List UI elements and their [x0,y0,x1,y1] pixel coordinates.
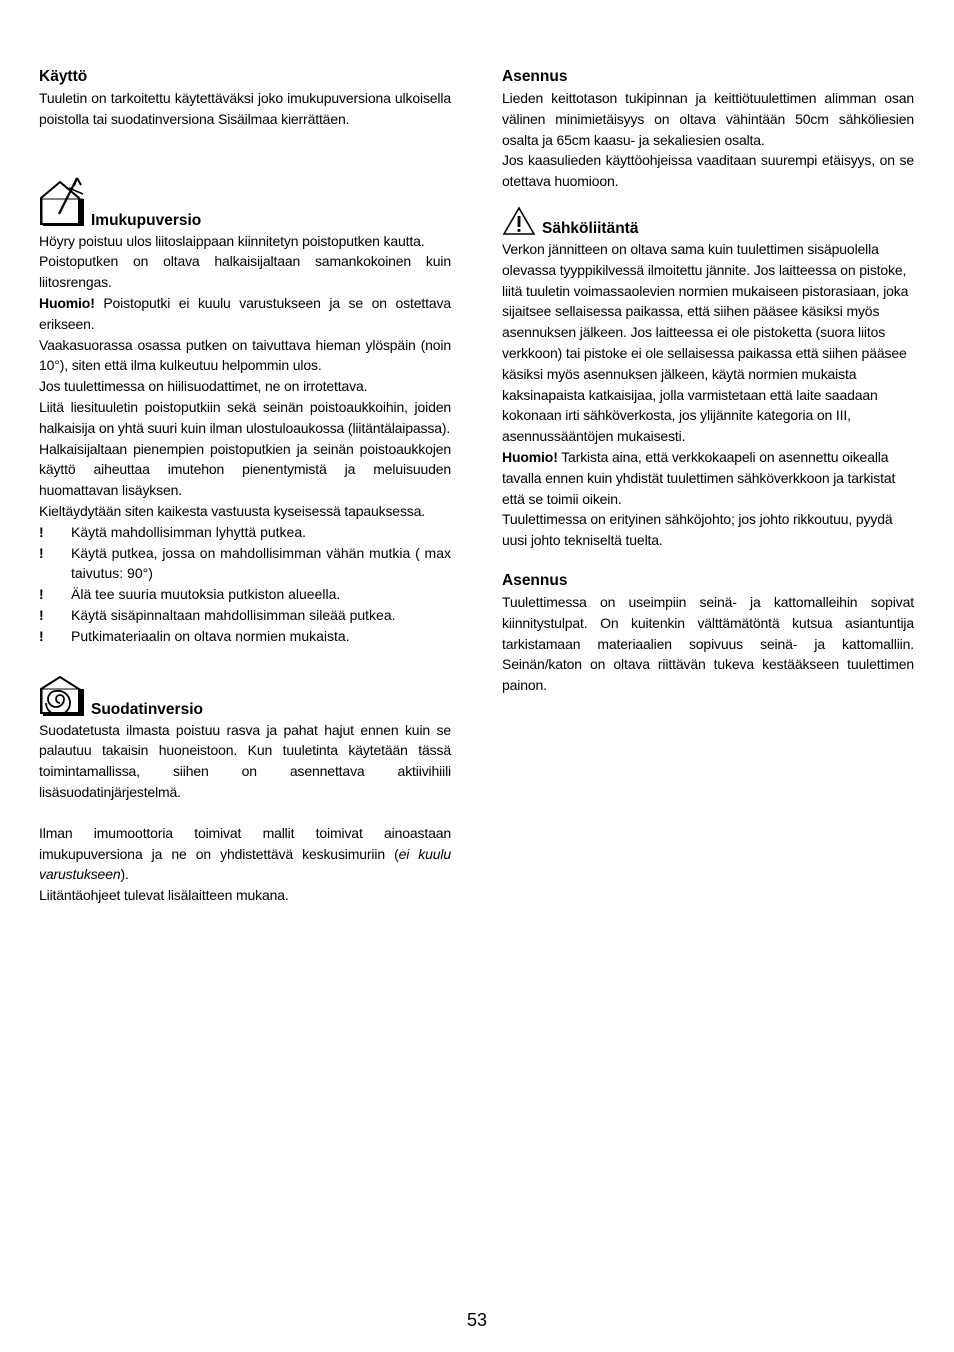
bullet-mark: ! [39,544,44,561]
imukupu-p3-note: Huomio! [39,294,95,311]
imukupu-bullet-list [39,522,451,647]
house-exhaust-icon [39,174,85,231]
imukupu-p7: Halkaisijaltaan pienempien poistoputkien ja seinän poistoaukkojen käyttö aiheuttaa imutehon pienentymistä ja meluisuuden huomattavan lisäyksen. [39,440,451,499]
heading-suodatinversio: Suodatinversio [91,700,203,718]
bullet-text: Putkimateriaalin on oltava normien mukaista. [71,627,350,644]
sahko-p2 [502,447,914,509]
page-number: 53 [466,1310,488,1330]
bullet-text: Käytä sisäpinnaltaan mahdollisimman sileää putkea. [71,606,396,623]
bullet-mark: ! [39,523,44,540]
list-item [39,543,451,585]
bullet-text: Käytä putkea, jossa on mahdollisimman vähän mutkia ( max taivutus: 90°) [71,544,451,582]
bullet-text: Älä tee suuria muutoksia putkiston alueella. [71,586,341,603]
section-kaytto [39,66,451,130]
heading-sahkoliitanta: Sähköliitäntä [542,219,639,237]
asennus1-p2: Jos kaasulieden käyttöohjeissa vaaditaan suurempi etäisyys, on se otettava huomioon. [502,152,914,190]
suodatin-p3: Liitäntäohjeet tulevat lisälaitteen mukana. [39,887,289,904]
bullet-mark: ! [39,606,44,623]
right-column [502,66,914,696]
suodatin-p2-b: ). [120,866,129,883]
suodatin-p2-a: Ilman imumoottoria toimivat mallit toimivat ainoastaan imukupuversiona ja ne on yhdistettävä keskusimuriin ( [39,824,451,862]
heading-asennus-1: Asennus [502,68,568,85]
section-suodatinversio [39,675,451,906]
list-item [39,605,451,626]
heading-kaytto: Käyttö [39,68,88,85]
heading-asennus-2: Asennus [502,571,568,589]
imukupu-p1: Höyry poistuu ulos liitoslaippaan kiinnitetyn poistoputken kautta. [39,232,425,249]
list-item [39,522,451,543]
asennus1-p1: Lieden keittotason tukipinnan ja keittiötuulettimen alimman osan välinen minimietäisyys on oltava vähintään 50cm sähköliesien osalta ja 65cm kaasu- ja sekaliesien osalta. [502,90,914,148]
sahkoliitanta-header [502,206,914,239]
list-item [39,626,451,647]
imukupu-p5: Jos tuulettimessa on hiilisuodattimet, ne on irrotettava. [39,378,368,395]
asennus2-p1: Tuulettimessa on useimpiin seinä- ja kattomalleihin sopivat kiinnitystulpat. On kuitenkin välttämätöntä kutsua asiantuntija tarkistamaan materiaalien sopivuus seinä- ja kattomalliin. Seinän/katon on oltava riittävän tukeva kestääkseen tuulettimen painon. [502,593,914,694]
section-asennus-1 [502,66,914,192]
left-column [39,66,451,906]
imukupu-p8: Kieltäydytään siten kaikesta vastuusta kyseisessä tapauksessa. [39,502,426,519]
section-imukupuversio [39,174,451,647]
list-item [39,584,451,605]
imukupuversio-header [39,174,451,231]
suodatinversio-header [39,675,451,720]
sahko-p3: Tuulettimessa on erityinen sähköjohto; jos johto rikkoutuu, pyydä uusi johto tekniseltä tuelta. [502,511,893,549]
section-asennus-2 [502,570,914,696]
bullet-mark: ! [39,627,44,644]
bullet-text: Käytä mahdollisimman lyhyttä putkea. [71,523,306,540]
suodatin-p2 [39,823,451,885]
imukupu-p6: Liitä liesituuletin poistoputkiin sekä seinän poistoaukkoihin, joiden halkaisija on yhtä suuri kuin ilman ulostuloaukossa (liitäntälaipassa). [39,398,451,436]
filter-recirculation-icon [39,675,85,720]
bullet-mark: ! [39,586,44,603]
imukupu-p3 [39,293,451,335]
imukupu-p3-text: Poistoputki ei kuulu varustukseen ja se on ostettava erikseen. [39,294,451,332]
warning-triangle-icon [502,206,536,239]
suodatin-p2-italic: ei kuulu varustukseen [39,845,451,883]
suodatin-p1: Suodatetusta ilmasta poistuu rasva ja pahat hajut ennen kuin se palautuu takaisin huoneistoon. Kun tuuletinta käytetään tässä toimintamallissa, siihen on asennettava aktiivihiili lisäsuodatinjärjestelmä. [39,721,451,800]
imukupu-p4: Vaakasuorassa osassa putken on taivuttava hieman ylöspäin (noin 10°), siten että ilma kulkeutuu helpommin ulos. [39,336,451,374]
heading-imukupuversio: Imukupuversio [91,211,202,229]
sahko-p2-text: Tarkista aina, että verkkokaapeli on asennettu oikealla tavalla ennen kuin yhdistät tuulettimen sähköverkkoon ja tarkistat että se toimii oikein. [502,448,896,507]
imukupu-p2: Poistoputken on oltava halkaisijaltaan samankokoinen kuin liitosrengas. [39,253,451,291]
section-sahkoliitanta [502,206,914,551]
kaytto-text: Tuuletin on tarkoitettu käytettäväksi joko imukupuversiona ulkoisella poistolla tai suodatinversiona Sisäilmaa kierrättäen. [39,90,451,127]
sahko-p1: Verkon jännitteen on oltava sama kuin tuulettimen sisäpuolella olevassa tyyppikilvessä ilmoitettu jännite. Jos laitteessa on pistoke, liitä tuuletin voimassaolevien normien mukaiseen pistorasiaan, joka sijaitsee sellaisessa paikassa, että siihen pääsee käsiksi myös asennuksen jälkeen. Jos laitteessa ei ole pistoketta (suora liitos verkkoon) tai pistoke ei ole sellaisessa paikassa että siihen pääsee käsiksi myös asennuksen jälkeen, käytä normien mukaista kaksinapaista katkaisijaa, jolla varmistetaan että laite saadaan kokonaan irti sähköverkosta, jos ylijännite kategoria on III, asennussääntöjen mukaisesti. [502,240,909,445]
sahko-p2-note: Huomio! [502,448,558,465]
